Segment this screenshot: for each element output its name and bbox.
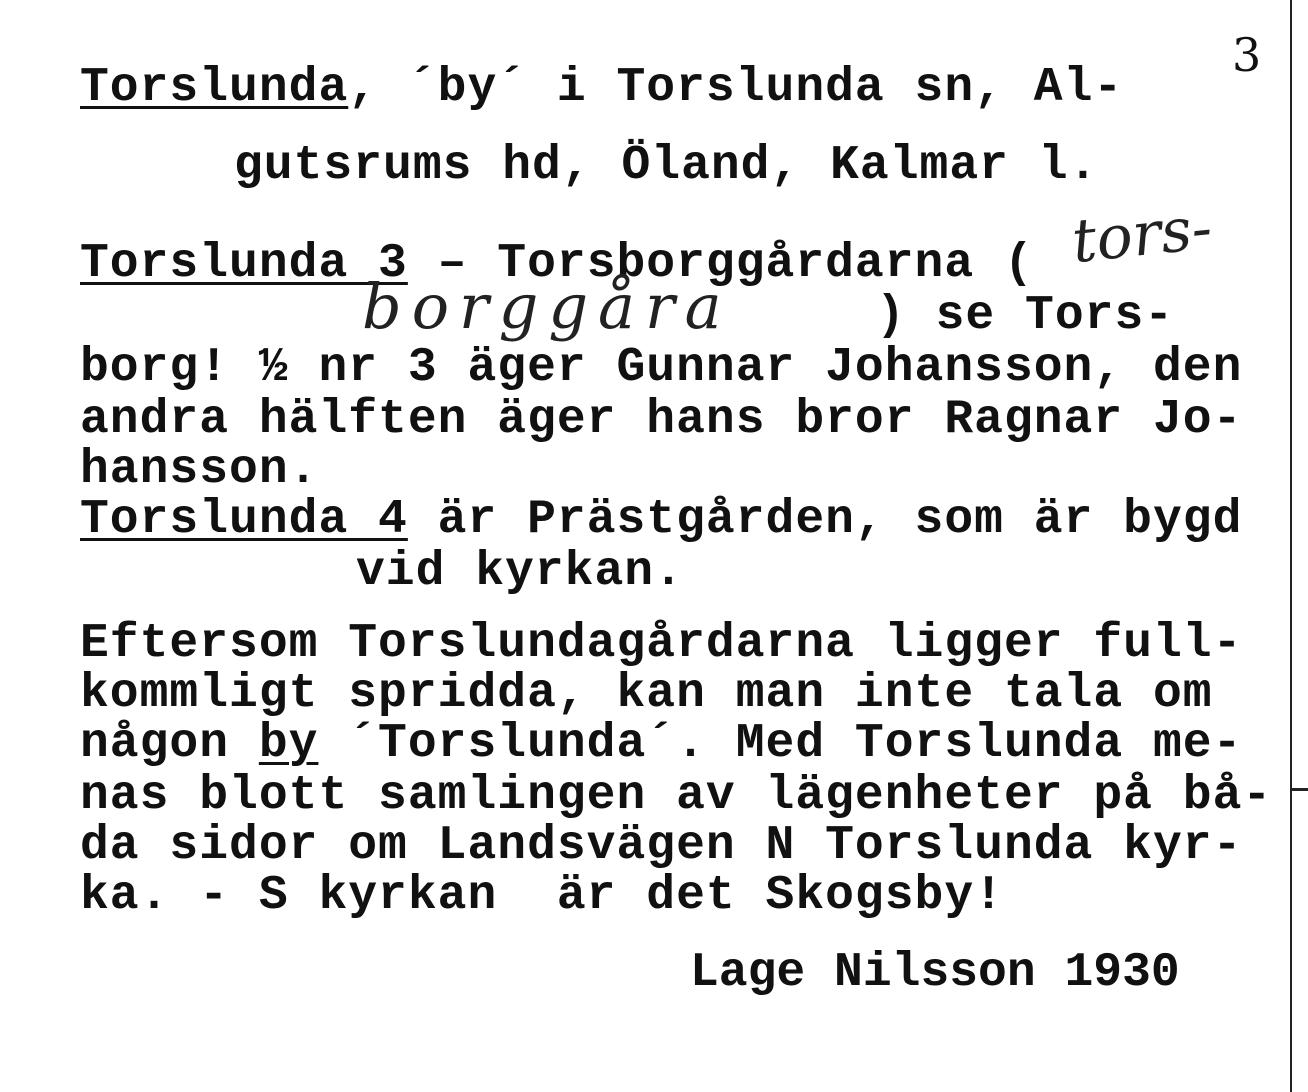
card-line-7: hansson. (80, 443, 319, 497)
card-line-12-b: ´Torslunda´. Med Torslunda me- (318, 717, 1243, 771)
headword-torslunda-4: Torslunda 4 (80, 493, 408, 547)
card-line-12 (80, 717, 1243, 771)
handwritten-note-2: borggåra (362, 270, 732, 343)
card-line-2: gutsrums hd, Öland, Kalmar l. (234, 139, 1099, 193)
headword-torslunda: Torslunda (80, 61, 349, 115)
card-line-13: nas blott samlingen av lägenheter på bå- (80, 769, 1273, 823)
card-line-1-text: , ´by´ i Torslunda sn, Al- (348, 61, 1124, 115)
card-edge (1290, 0, 1292, 1092)
handwritten-note-1: tors- (1068, 192, 1216, 278)
signature: Lage Nilsson 1930 (690, 946, 1180, 1000)
card-line-8 (80, 493, 1243, 547)
card-line-10: Eftersom Torslundagårdarna ligger full- (80, 617, 1243, 671)
card-line-8-text: är Prästgården, som är bygd (407, 493, 1243, 547)
card-line-11: kommligt spridda, kan man inte tala om (80, 667, 1213, 721)
card-line-14: da sidor om Landsvägen N Torslunda kyr- (80, 819, 1243, 873)
card-line-4: ) se Tors- (876, 289, 1175, 343)
card-line-5: borg! ½ nr 3 äger Gunnar Johansson, den (80, 341, 1243, 395)
card-line-15: ka. - S kyrkan är det Skogsby! (80, 869, 1004, 923)
card-line-6: andra hälften äger hans bror Ragnar Jo- (80, 393, 1243, 447)
headword-torslunda-3: Torslunda 3 (80, 237, 408, 291)
card-line-3-text: – Torsborggårdarna ( (407, 237, 1034, 291)
card-line-1 (80, 61, 1124, 115)
card-line-9: vid kyrkan. (356, 545, 684, 599)
underlined-word-by: by (258, 717, 319, 771)
page-number: 3 (1232, 28, 1262, 82)
card-edge-mark (1290, 788, 1308, 791)
card-line-12-a: någon (80, 717, 259, 771)
